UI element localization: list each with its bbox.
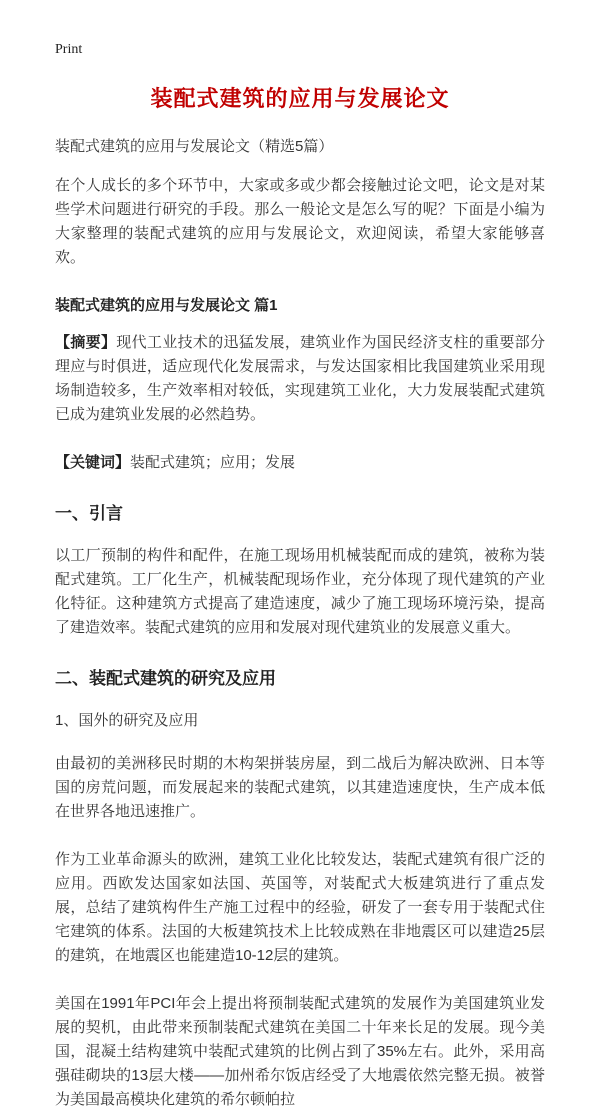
- page-title: 装配式建筑的应用与发展论文: [150, 86, 450, 111]
- paragraph-origin: 由最初的美洲移民时期的木构架拼装房屋，到二战后为解决欧洲、日本等国的房荒问题，而发展起来的装配式建筑，以其建造速度快，生产成本低在世界各地迅速推广。: [55, 755, 545, 820]
- document-subtitle: 装配式建筑的应用与发展论文（精选5篇）: [55, 138, 334, 155]
- intro-paragraph: 在个人成长的多个环节中，大家或多或少都会接触过论文吧，论文是对某些学术问题进行研究的手段。那么一般论文是怎么写的呢？下面是小编为大家整理的装配式建筑的应用与发展论文，欢迎阅读，希望大家能够喜欢。: [55, 177, 545, 266]
- section-heading-research: 二、装配式建筑的研究及应用: [55, 669, 276, 688]
- article-1-heading: 装配式建筑的应用与发展论文 篇1: [55, 297, 278, 314]
- keywords-text: 装配式建筑；应用；发展: [130, 454, 296, 471]
- keywords-paragraph: [55, 451, 545, 475]
- keywords-label: 【关键词】: [55, 454, 131, 471]
- abstract-text: 现代工业技术的迅猛发展，建筑业作为国民经济支柱的重要部分理应与时俱进，适应现代化发展需求，与发达国家相比我国建筑业采用现场制造较多，生产效率相对较低，实现建筑工业化，大力发展装配式建筑已成为建筑业发展的必然趋势。: [55, 334, 545, 423]
- introduction-paragraph: 以工厂预制的构件和配件，在施工现场用机械装配而成的建筑，被称为装配式建筑。工厂化生产，机械装配现场作业，充分体现了现代建筑的产业化特征。这种建筑方式提高了建造速度，减少了施工现场环境污染，提高了建造效率。装配式建筑的应用和发展对现代建筑业的发展意义重大。: [55, 547, 545, 636]
- section-heading-introduction: 一、引言: [55, 504, 123, 523]
- paragraph-usa: 美国在1991年PCI年会上提出将预制装配式建筑的发展作为美国建筑业发展的契机，由此带来预制装配式建筑在美国二十年来长足的发展。现今美国，混凝土结构建筑中装配式建筑的比例占到了35%左右。此外，采用高强硅砌块的13层大楼——加州希尔饭店经受了大地震依然完整无损。被誉为美国最高模块化建筑的希尔顿帕拉: [55, 995, 545, 1108]
- abstract-paragraph: [55, 331, 545, 427]
- print-link[interactable]: Print: [55, 42, 83, 57]
- sub-heading-foreign-research: 1、国外的研究及应用: [55, 712, 199, 729]
- paragraph-europe: 作为工业革命源头的欧洲，建筑工业化比较发达，装配式建筑有很广泛的应用。西欧发达国家如法国、英国等，对装配式大板建筑进行了重点发展，总结了建筑构件生产施工过程中的经验，研发了一套专用于装配式住宅建筑的体系。法国的大板建筑技术上比较成熟在非地震区可以建造25层的建筑，在地震区也能建造10-12层的建筑。: [55, 851, 545, 964]
- abstract-label: 【摘要】: [55, 334, 117, 351]
